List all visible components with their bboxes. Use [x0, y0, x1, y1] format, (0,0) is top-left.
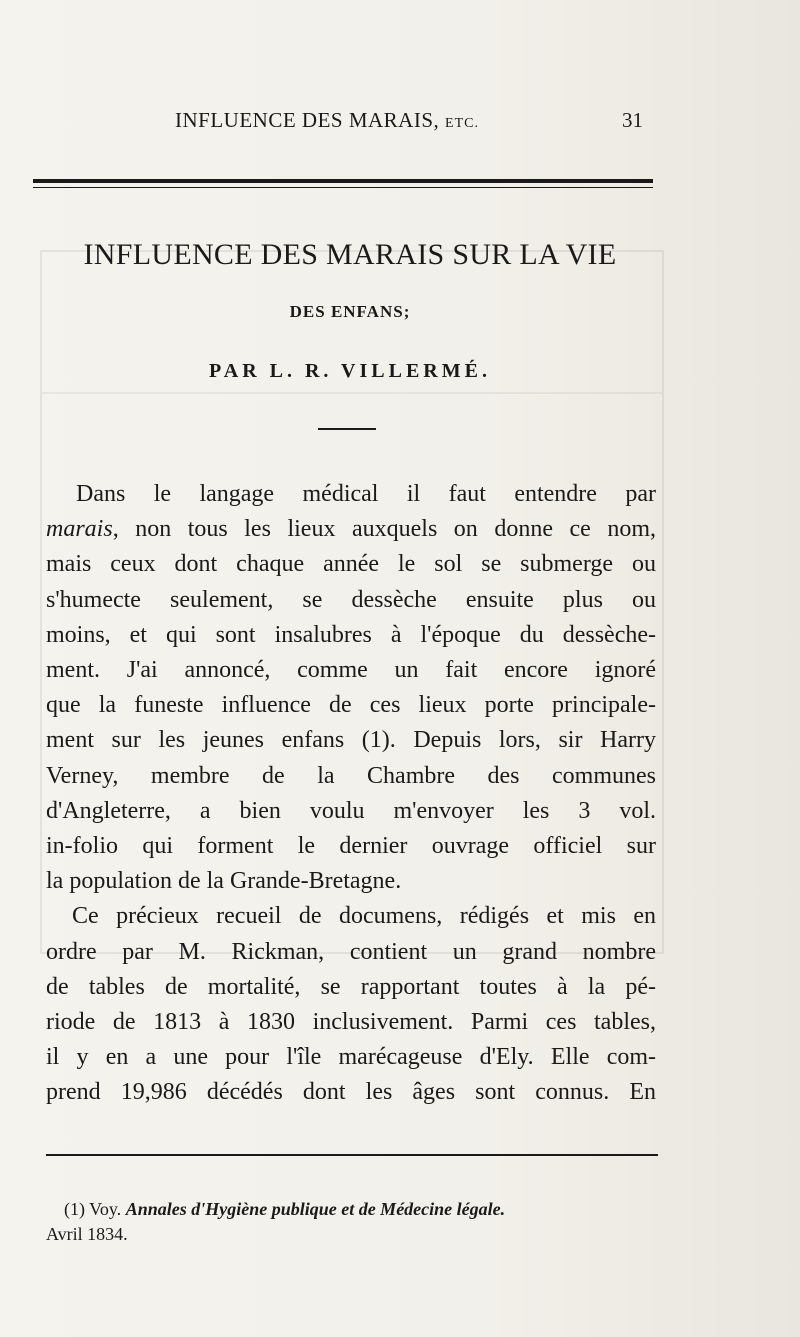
- body-line: Ce précieux recueil de documens, rédigés et mis en: [72, 903, 656, 930]
- body-line: ment. J'ai annoncé, comme un fait encore ignoré: [46, 657, 656, 684]
- footnote-citation: (1) Voy. Annales d'Hygiène publique et de Médecine légale.: [64, 1199, 506, 1219]
- footnote-journal-title: Annales d'Hygiène publique et de Médecine légale.: [125, 1199, 506, 1219]
- page-number: 31: [622, 108, 643, 132]
- body-line: in-folio qui forment le dernier ouvrage officiel sur: [46, 833, 656, 860]
- header-rule-thick: [33, 179, 653, 183]
- running-title: INFLUENCE DES MARAIS,: [175, 108, 440, 132]
- body-line: ordre par M. Rickman, contient un grand nombre: [46, 938, 656, 965]
- body-line: Dans le langage médical il faut entendre par: [76, 481, 656, 507]
- running-title-etc: ETC.: [445, 116, 479, 131]
- body-line: marais, non tous les lieux auxquels on donne ce nom,: [46, 516, 656, 543]
- body-line: de tables de mortalité, se rapportant toutes à la pé-: [46, 973, 656, 1000]
- body-line: ment sur les jeunes enfans (1). Depuis lors, sir Harry: [46, 727, 656, 754]
- body-line: que la funeste influence de ces lieux porte principale-: [46, 692, 656, 719]
- italic-term: marais: [46, 516, 113, 543]
- body-line: Verney, membre de la Chambre des communes: [46, 762, 656, 789]
- body-line: moins, et qui sont insalubres à l'époque du dessèche-: [46, 621, 656, 648]
- article-title: INFLUENCE DES MARAIS SUR LA VIE: [83, 238, 617, 271]
- body-line: mais ceux dont chaque année le sol se submerge ou: [46, 551, 656, 578]
- title-separator-rule: [318, 428, 376, 430]
- body-line: prend 19,986 décédés dont les âges sont connus. En: [46, 1079, 656, 1106]
- body-line: d'Angleterre, a bien voulu m'envoyer les 3 vol.: [46, 797, 656, 824]
- body-line: la population de la Grande-Bretagne.: [46, 868, 402, 895]
- body-line: s'humecte seulement, se dessèche ensuite plus ou: [46, 586, 656, 613]
- footnote-date: Avril 1834.: [46, 1224, 128, 1244]
- running-header: [175, 108, 479, 133]
- footnote: [46, 1197, 666, 1247]
- body-line: riode de 1813 à 1830 inclusivement. Parmi ces tables,: [46, 1009, 656, 1036]
- article-author: PAR L. R. VILLERMÉ.: [209, 360, 491, 382]
- article-subtitle: DES ENFANS;: [289, 302, 411, 321]
- footnote-rule: [46, 1154, 658, 1156]
- body-line: il y en a une pour l'île marécageuse d'Ely. Elle com-: [46, 1044, 656, 1071]
- header-rule-thin: [33, 187, 653, 188]
- body-text: [46, 477, 656, 1111]
